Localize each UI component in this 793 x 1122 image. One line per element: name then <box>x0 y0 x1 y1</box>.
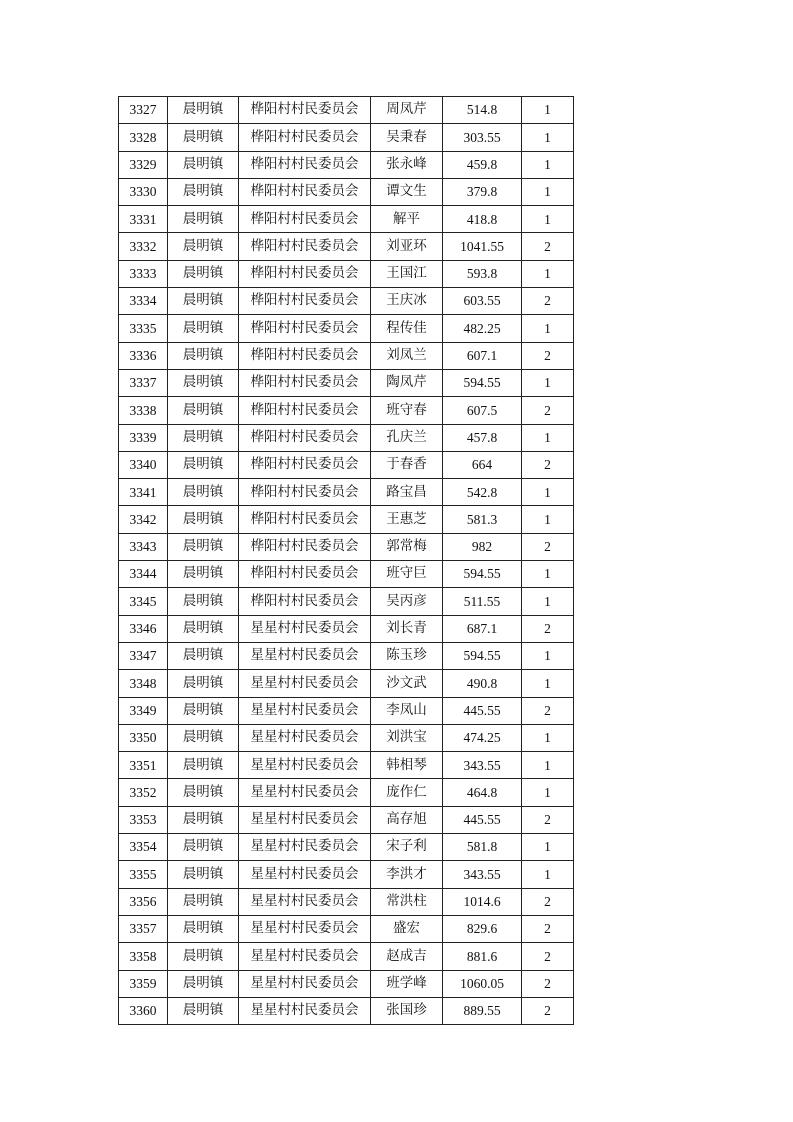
cell-amount: 542.8 <box>443 479 522 506</box>
cell-amount: 343.55 <box>443 752 522 779</box>
cell-village-committee: 桦阳村村民委员会 <box>239 206 371 233</box>
cell-serial-number: 3341 <box>119 479 168 506</box>
cell-town: 晨明镇 <box>168 233 239 260</box>
cell-count: 1 <box>522 724 574 751</box>
cell-village-committee: 桦阳村村民委员会 <box>239 288 371 315</box>
cell-count: 2 <box>522 533 574 560</box>
cell-amount: 982 <box>443 533 522 560</box>
cell-count: 2 <box>522 288 574 315</box>
cell-person-name: 孔庆兰 <box>371 424 443 451</box>
cell-town: 晨明镇 <box>168 915 239 942</box>
cell-town: 晨明镇 <box>168 642 239 669</box>
cell-amount: 829.6 <box>443 915 522 942</box>
cell-village-committee: 桦阳村村民委员会 <box>239 178 371 205</box>
cell-serial-number: 3333 <box>119 260 168 287</box>
cell-amount: 343.55 <box>443 861 522 888</box>
cell-person-name: 张国珍 <box>371 997 443 1024</box>
cell-town: 晨明镇 <box>168 834 239 861</box>
cell-person-name: 韩相琴 <box>371 752 443 779</box>
cell-person-name: 吴秉春 <box>371 124 443 151</box>
cell-serial-number: 3359 <box>119 970 168 997</box>
cell-count: 1 <box>522 151 574 178</box>
cell-count: 1 <box>522 206 574 233</box>
cell-town: 晨明镇 <box>168 178 239 205</box>
cell-serial-number: 3360 <box>119 997 168 1024</box>
cell-person-name: 周凤芹 <box>371 97 443 124</box>
table-row <box>119 288 574 315</box>
cell-village-committee: 星星村村民委员会 <box>239 861 371 888</box>
cell-amount: 464.8 <box>443 779 522 806</box>
cell-town: 晨明镇 <box>168 615 239 642</box>
table-row <box>119 642 574 669</box>
cell-person-name: 班守巨 <box>371 561 443 588</box>
table-row <box>119 97 574 124</box>
cell-serial-number: 3352 <box>119 779 168 806</box>
cell-amount: 457.8 <box>443 424 522 451</box>
cell-count: 2 <box>522 915 574 942</box>
cell-count: 1 <box>522 779 574 806</box>
cell-serial-number: 3353 <box>119 806 168 833</box>
cell-serial-number: 3335 <box>119 315 168 342</box>
cell-person-name: 宋子利 <box>371 834 443 861</box>
cell-serial-number: 3347 <box>119 642 168 669</box>
cell-person-name: 刘亚环 <box>371 233 443 260</box>
cell-serial-number: 3330 <box>119 178 168 205</box>
cell-village-committee: 星星村村民委员会 <box>239 970 371 997</box>
cell-person-name: 赵成吉 <box>371 943 443 970</box>
table-row <box>119 424 574 451</box>
cell-village-committee: 星星村村民委员会 <box>239 834 371 861</box>
cell-person-name: 高存旭 <box>371 806 443 833</box>
cell-village-committee: 星星村村民委员会 <box>239 642 371 669</box>
cell-person-name: 班学峰 <box>371 970 443 997</box>
cell-town: 晨明镇 <box>168 260 239 287</box>
cell-village-committee: 桦阳村村民委员会 <box>239 260 371 287</box>
cell-amount: 1060.05 <box>443 970 522 997</box>
cell-person-name: 王惠芝 <box>371 506 443 533</box>
table-row <box>119 588 574 615</box>
cell-amount: 881.6 <box>443 943 522 970</box>
cell-town: 晨明镇 <box>168 997 239 1024</box>
cell-count: 1 <box>522 124 574 151</box>
cell-serial-number: 3343 <box>119 533 168 560</box>
cell-person-name: 刘洪宝 <box>371 724 443 751</box>
cell-count: 1 <box>522 670 574 697</box>
cell-town: 晨明镇 <box>168 724 239 751</box>
cell-town: 晨明镇 <box>168 697 239 724</box>
cell-serial-number: 3350 <box>119 724 168 751</box>
cell-amount: 593.8 <box>443 260 522 287</box>
cell-count: 2 <box>522 888 574 915</box>
cell-village-committee: 桦阳村村民委员会 <box>239 124 371 151</box>
cell-town: 晨明镇 <box>168 533 239 560</box>
cell-serial-number: 3327 <box>119 97 168 124</box>
cell-count: 1 <box>522 861 574 888</box>
table-row <box>119 479 574 506</box>
cell-town: 晨明镇 <box>168 861 239 888</box>
cell-person-name: 盛宏 <box>371 915 443 942</box>
cell-village-committee: 桦阳村村民委员会 <box>239 397 371 424</box>
cell-amount: 687.1 <box>443 615 522 642</box>
cell-village-committee: 星星村村民委员会 <box>239 806 371 833</box>
table-row <box>119 997 574 1024</box>
table-row <box>119 124 574 151</box>
table-row <box>119 151 574 178</box>
cell-town: 晨明镇 <box>168 779 239 806</box>
table-row <box>119 206 574 233</box>
cell-person-name: 陈玉珍 <box>371 642 443 669</box>
cell-serial-number: 3358 <box>119 943 168 970</box>
cell-town: 晨明镇 <box>168 315 239 342</box>
table-row <box>119 779 574 806</box>
cell-town: 晨明镇 <box>168 451 239 478</box>
table-row <box>119 369 574 396</box>
table-row <box>119 888 574 915</box>
table-row <box>119 260 574 287</box>
cell-village-committee: 桦阳村村民委员会 <box>239 369 371 396</box>
cell-town: 晨明镇 <box>168 342 239 369</box>
cell-person-name: 庞作仁 <box>371 779 443 806</box>
cell-town: 晨明镇 <box>168 369 239 396</box>
cell-amount: 581.8 <box>443 834 522 861</box>
table-row <box>119 178 574 205</box>
cell-count: 1 <box>522 97 574 124</box>
cell-count: 2 <box>522 397 574 424</box>
cell-count: 1 <box>522 315 574 342</box>
cell-village-committee: 桦阳村村民委员会 <box>239 451 371 478</box>
cell-count: 1 <box>522 834 574 861</box>
cell-person-name: 路宝昌 <box>371 479 443 506</box>
cell-amount: 607.5 <box>443 397 522 424</box>
cell-count: 2 <box>522 943 574 970</box>
table-row <box>119 834 574 861</box>
cell-person-name: 刘长青 <box>371 615 443 642</box>
table-row <box>119 397 574 424</box>
cell-count: 2 <box>522 997 574 1024</box>
table-row <box>119 915 574 942</box>
cell-count: 2 <box>522 697 574 724</box>
cell-amount: 581.3 <box>443 506 522 533</box>
cell-town: 晨明镇 <box>168 970 239 997</box>
cell-serial-number: 3357 <box>119 915 168 942</box>
table-row <box>119 615 574 642</box>
cell-amount: 603.55 <box>443 288 522 315</box>
cell-town: 晨明镇 <box>168 752 239 779</box>
cell-village-committee: 星星村村民委员会 <box>239 752 371 779</box>
cell-amount: 594.55 <box>443 369 522 396</box>
table-row <box>119 533 574 560</box>
table-row <box>119 561 574 588</box>
cell-amount: 379.8 <box>443 178 522 205</box>
cell-village-committee: 桦阳村村民委员会 <box>239 233 371 260</box>
cell-serial-number: 3342 <box>119 506 168 533</box>
cell-amount: 445.55 <box>443 697 522 724</box>
cell-person-name: 程传佳 <box>371 315 443 342</box>
cell-serial-number: 3346 <box>119 615 168 642</box>
cell-person-name: 常洪柱 <box>371 888 443 915</box>
cell-village-committee: 星星村村民委员会 <box>239 779 371 806</box>
cell-count: 1 <box>522 479 574 506</box>
cell-serial-number: 3332 <box>119 233 168 260</box>
register-table-body <box>119 97 574 1025</box>
table-row <box>119 970 574 997</box>
cell-amount: 607.1 <box>443 342 522 369</box>
table-row <box>119 943 574 970</box>
cell-town: 晨明镇 <box>168 670 239 697</box>
cell-person-name: 吴丙彦 <box>371 588 443 615</box>
cell-count: 1 <box>522 369 574 396</box>
cell-town: 晨明镇 <box>168 97 239 124</box>
cell-village-committee: 星星村村民委员会 <box>239 615 371 642</box>
table-row <box>119 342 574 369</box>
cell-village-committee: 桦阳村村民委员会 <box>239 506 371 533</box>
cell-amount: 445.55 <box>443 806 522 833</box>
cell-village-committee: 桦阳村村民委员会 <box>239 479 371 506</box>
cell-town: 晨明镇 <box>168 506 239 533</box>
register-table <box>118 96 574 1025</box>
cell-village-committee: 桦阳村村民委员会 <box>239 315 371 342</box>
cell-serial-number: 3340 <box>119 451 168 478</box>
table-row <box>119 752 574 779</box>
cell-amount: 511.55 <box>443 588 522 615</box>
cell-village-committee: 星星村村民委员会 <box>239 888 371 915</box>
cell-town: 晨明镇 <box>168 479 239 506</box>
cell-count: 1 <box>522 424 574 451</box>
cell-person-name: 郭常梅 <box>371 533 443 560</box>
cell-town: 晨明镇 <box>168 424 239 451</box>
table-row <box>119 506 574 533</box>
cell-village-committee: 星星村村民委员会 <box>239 915 371 942</box>
cell-town: 晨明镇 <box>168 151 239 178</box>
cell-amount: 303.55 <box>443 124 522 151</box>
cell-person-name: 李凤山 <box>371 697 443 724</box>
cell-town: 晨明镇 <box>168 806 239 833</box>
cell-serial-number: 3349 <box>119 697 168 724</box>
cell-serial-number: 3331 <box>119 206 168 233</box>
cell-count: 2 <box>522 970 574 997</box>
cell-town: 晨明镇 <box>168 943 239 970</box>
cell-town: 晨明镇 <box>168 288 239 315</box>
cell-village-committee: 星星村村民委员会 <box>239 997 371 1024</box>
cell-person-name: 王庆冰 <box>371 288 443 315</box>
cell-serial-number: 3348 <box>119 670 168 697</box>
cell-serial-number: 3329 <box>119 151 168 178</box>
table-row <box>119 724 574 751</box>
table-row <box>119 697 574 724</box>
cell-village-committee: 星星村村民委员会 <box>239 943 371 970</box>
cell-count: 1 <box>522 506 574 533</box>
cell-village-committee: 星星村村民委员会 <box>239 670 371 697</box>
cell-serial-number: 3356 <box>119 888 168 915</box>
cell-amount: 1014.6 <box>443 888 522 915</box>
cell-village-committee: 桦阳村村民委员会 <box>239 424 371 451</box>
cell-serial-number: 3337 <box>119 369 168 396</box>
cell-town: 晨明镇 <box>168 561 239 588</box>
cell-person-name: 陶凤芹 <box>371 369 443 396</box>
cell-town: 晨明镇 <box>168 206 239 233</box>
cell-village-committee: 桦阳村村民委员会 <box>239 342 371 369</box>
cell-person-name: 沙文武 <box>371 670 443 697</box>
cell-count: 2 <box>522 615 574 642</box>
cell-amount: 474.25 <box>443 724 522 751</box>
cell-amount: 1041.55 <box>443 233 522 260</box>
cell-person-name: 刘凤兰 <box>371 342 443 369</box>
cell-person-name: 王国江 <box>371 260 443 287</box>
cell-person-name: 解平 <box>371 206 443 233</box>
cell-town: 晨明镇 <box>168 124 239 151</box>
cell-person-name: 于春香 <box>371 451 443 478</box>
cell-amount: 514.8 <box>443 97 522 124</box>
cell-person-name: 张永峰 <box>371 151 443 178</box>
cell-count: 1 <box>522 588 574 615</box>
cell-serial-number: 3351 <box>119 752 168 779</box>
cell-village-committee: 桦阳村村民委员会 <box>239 588 371 615</box>
table-row <box>119 451 574 478</box>
cell-village-committee: 桦阳村村民委员会 <box>239 151 371 178</box>
table-row <box>119 806 574 833</box>
cell-amount: 889.55 <box>443 997 522 1024</box>
cell-count: 1 <box>522 561 574 588</box>
cell-serial-number: 3354 <box>119 834 168 861</box>
cell-count: 1 <box>522 178 574 205</box>
cell-serial-number: 3344 <box>119 561 168 588</box>
cell-serial-number: 3336 <box>119 342 168 369</box>
cell-village-committee: 星星村村民委员会 <box>239 724 371 751</box>
cell-village-committee: 星星村村民委员会 <box>239 697 371 724</box>
cell-person-name: 谭文生 <box>371 178 443 205</box>
cell-serial-number: 3345 <box>119 588 168 615</box>
cell-amount: 594.55 <box>443 561 522 588</box>
cell-count: 2 <box>522 806 574 833</box>
cell-count: 2 <box>522 233 574 260</box>
cell-serial-number: 3355 <box>119 861 168 888</box>
cell-village-committee: 桦阳村村民委员会 <box>239 533 371 560</box>
cell-town: 晨明镇 <box>168 888 239 915</box>
cell-amount: 490.8 <box>443 670 522 697</box>
cell-amount: 482.25 <box>443 315 522 342</box>
cell-amount: 459.8 <box>443 151 522 178</box>
cell-count: 2 <box>522 451 574 478</box>
cell-amount: 594.55 <box>443 642 522 669</box>
cell-count: 1 <box>522 642 574 669</box>
cell-town: 晨明镇 <box>168 397 239 424</box>
cell-person-name: 班守春 <box>371 397 443 424</box>
cell-count: 1 <box>522 752 574 779</box>
cell-village-committee: 桦阳村村民委员会 <box>239 561 371 588</box>
table-row <box>119 315 574 342</box>
table-row <box>119 233 574 260</box>
cell-count: 1 <box>522 260 574 287</box>
cell-amount: 418.8 <box>443 206 522 233</box>
cell-serial-number: 3339 <box>119 424 168 451</box>
cell-person-name: 李洪才 <box>371 861 443 888</box>
cell-town: 晨明镇 <box>168 588 239 615</box>
cell-serial-number: 3328 <box>119 124 168 151</box>
table-row <box>119 861 574 888</box>
cell-serial-number: 3334 <box>119 288 168 315</box>
cell-count: 2 <box>522 342 574 369</box>
cell-serial-number: 3338 <box>119 397 168 424</box>
table-row <box>119 670 574 697</box>
cell-amount: 664 <box>443 451 522 478</box>
cell-village-committee: 桦阳村村民委员会 <box>239 97 371 124</box>
